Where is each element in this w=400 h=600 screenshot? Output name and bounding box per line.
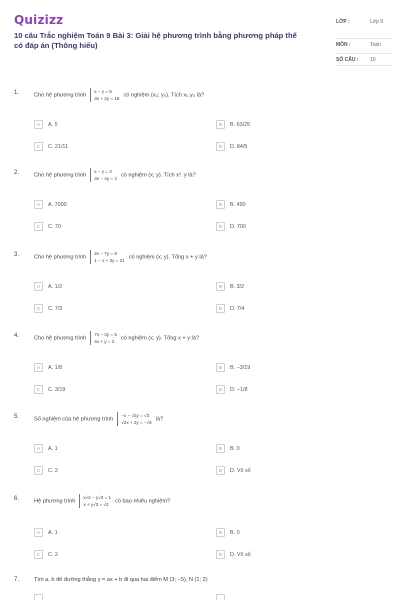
option-text: C. 2 (48, 552, 58, 558)
option-letter-box: C (34, 550, 43, 559)
question-tail: là? (155, 416, 164, 423)
question-number: 5. (14, 414, 20, 420)
option-text: D. 700 (230, 224, 246, 230)
option-letter-box: D (216, 385, 225, 394)
question-number: 2. (14, 170, 20, 176)
question-text (34, 331, 199, 345)
equation-system (90, 250, 125, 264)
page-title: 10 câu Trắc nghiệm Toán 9 Bài 3: Giải hệ phương trình bằng phương pháp thế có đáp án (Thông hiểu) (14, 31, 297, 50)
option-text: A. 1/2 (48, 284, 63, 290)
question-number: 3. (14, 252, 20, 258)
option-text: D. 84/5 (230, 144, 248, 150)
option-letter-box: C (34, 385, 43, 394)
option-letter-box: D (216, 304, 225, 313)
option-text: C. 70 (48, 224, 61, 230)
option-letter-box: C (34, 142, 43, 151)
meta-key-count: SỐ CÂU : (336, 57, 359, 63)
option-letter-box: D (216, 222, 225, 231)
question-text (34, 494, 170, 508)
question-text: Tìm a, b để đường thẳng y = ax + b đi qua hai điểm M (3; −5), N (1; 2) (34, 577, 208, 583)
question-text (34, 88, 204, 102)
meta-panel (336, 16, 392, 66)
equation-2: x + y√3 = √2 (83, 502, 109, 507)
meta-value-count: 10 (370, 57, 376, 63)
question-stem: Cho hệ phương trình (34, 335, 87, 342)
equation-2: 3x + 2y = 18 (94, 96, 120, 101)
meta-key-subject: MÔN : (336, 42, 351, 48)
option-text: C. 7/3 (48, 306, 63, 312)
option-letter-box: A (34, 200, 43, 209)
option-letter-box: C (34, 466, 43, 475)
meta-row-class (336, 16, 392, 39)
question-text (34, 168, 196, 182)
equation-2: 1 − x + 3y = 21 (94, 258, 125, 263)
option-letter-box: B (216, 444, 225, 453)
question-number: 1. (14, 90, 20, 96)
equation-system (90, 168, 117, 182)
option-text: A. 1 (48, 530, 58, 536)
question-text (34, 412, 163, 426)
equation-1: 2x − 7y = 8 (94, 251, 117, 256)
meta-key-class: LỚP : (336, 19, 350, 25)
equation-system (90, 88, 119, 102)
option-letter-box: D (216, 466, 225, 475)
option-text: B. 0 (230, 530, 240, 536)
option-letter-box: B (216, 120, 225, 129)
option-text: C. 2 (48, 468, 58, 474)
option-text: B. 0 (230, 446, 240, 452)
option-letter-box: C (34, 222, 43, 231)
option-letter-box: A (34, 363, 43, 372)
equation-1: x − y = 5 (94, 89, 112, 94)
option-text: B. −3/19 (230, 365, 251, 371)
equation-1: x√2 − y√3 = 1 (83, 495, 112, 500)
question-stem: Cho hệ phương trình (34, 172, 87, 179)
option-letter-box (34, 594, 43, 600)
question-stem: Hệ phương trình (34, 498, 76, 505)
meta-row-count (336, 54, 392, 66)
option-letter-box: B (216, 200, 225, 209)
option-text: D. 7/4 (230, 306, 245, 312)
option-letter-box: A (34, 120, 43, 129)
equation-2: √2x + 2y = −√6 (121, 420, 152, 425)
option-text: D. Vô số (230, 468, 251, 474)
option-text: B. 490 (230, 202, 246, 208)
option-letter-box: A (34, 444, 43, 453)
question-stem: Cho hệ phương trình (34, 92, 87, 99)
question-text (34, 250, 207, 264)
option-letter-box: B (216, 363, 225, 372)
option-letter-box: A (34, 528, 43, 537)
question-number: 4. (14, 333, 20, 339)
option-letter-box: C (34, 304, 43, 313)
meta-row-subject (336, 39, 392, 54)
option-text: A. 1/8 (48, 365, 63, 371)
meta-value-class: Lớp 9 (370, 19, 384, 25)
equation-1: x − y = 3 (94, 169, 112, 174)
question-number: 6. (14, 496, 20, 502)
equation-system (117, 412, 151, 426)
question-tail: có bao nhiêu nghiệm? (115, 498, 171, 505)
option-text: D. −1/8 (230, 387, 248, 393)
option-letter-box: A (34, 282, 43, 291)
option-letter-box: D (216, 142, 225, 151)
option-letter-box (216, 594, 225, 600)
option-text: A. 5 (48, 122, 58, 128)
equation-2: 4x + y = 2 (94, 339, 115, 344)
question-number: 7. (14, 577, 20, 583)
equation-1: 7x − 3y = 5 (94, 332, 117, 337)
question-tail: có nghiệm (x; y). Tích x². y là? (120, 172, 196, 179)
question-tail: có nghiệm (x₀; y₀). Tích x₀.y₀ là? (123, 92, 205, 99)
equation-system (79, 494, 111, 508)
option-text: C. 3/19 (48, 387, 66, 393)
equation-2: 3x − 4y = 2 (94, 176, 117, 181)
equation-1: −x − √2y = √3 (121, 413, 150, 418)
option-text: D. Vô số (230, 552, 251, 558)
equation-system (90, 331, 117, 345)
option-letter-box: B (216, 528, 225, 537)
meta-value-subject: Toán (370, 42, 381, 48)
question-stem: Số nghiệm của hệ phương trình (34, 416, 114, 423)
option-text: A. 7000 (48, 202, 67, 208)
option-text: B. 63/25 (230, 122, 251, 128)
question-stem: Cho hệ phương trình (34, 254, 87, 261)
option-text: C. 21/11 (48, 144, 68, 150)
option-text: B. 3/2 (230, 284, 245, 290)
quizizz-logo: Quizizz (14, 13, 64, 27)
option-letter-box: B (216, 282, 225, 291)
option-text: A. 1 (48, 446, 58, 452)
question-tail: có nghiệm (x; y). Tổng x + y là? (128, 254, 207, 261)
option-letter-box: D (216, 550, 225, 559)
question-tail: có nghiệm (x; y). Tổng x + y là? (120, 335, 200, 342)
